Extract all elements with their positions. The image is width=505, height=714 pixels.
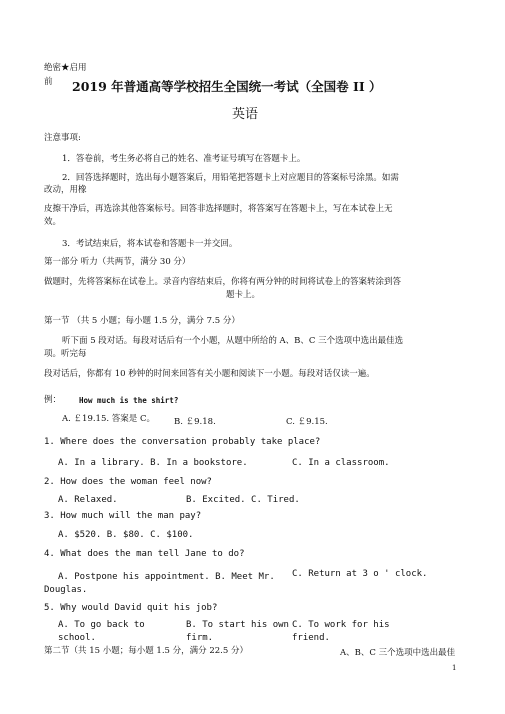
example-question: How much is the shirt? (79, 396, 179, 405)
part1-intro-line1: 做题时，先将答案标在试卷上。录音内容结束后，你将有两分钟的时间将试卷上的答案转涂到答 (44, 277, 402, 287)
question-3-stem: 3. How much will the man pay? (44, 511, 202, 521)
notice-item-2-line2: 改动，用橡 (44, 185, 87, 195)
example-label: 例： (44, 395, 62, 405)
question-2-stem: 2. How does the woman feel now? (44, 477, 212, 487)
question-2-option-a: A. Relaxed. (58, 495, 118, 505)
section1-intro-line1: 听下面 5 段对话。每段对话后有一个小题，从题中所给的 A、B、C 三个选项中选出最佳选 (62, 336, 404, 346)
question-5-option-a-line1: A. To go back to (58, 620, 145, 630)
question-4-options-ab-line1: A. Postpone his appointment. B. Meet Mr. (58, 572, 275, 582)
section1-heading: 第一节 （共 5 小题；每小题 1.5 分，满分 7.5 分） (44, 316, 240, 326)
exam-title: 2019 年普通高等学校招生全国统一考试（全国卷 II ） (72, 79, 382, 94)
question-1-stem: 1. Where does the conversation probably take place? (44, 437, 321, 447)
section1-intro-line2: 项。听完每 (44, 349, 87, 359)
question-4-option-c: C. Return at 3 o ' clock. (292, 569, 428, 579)
section2-heading: 第二节（共 15 小题；每小题 1.5 分，满分 22.5 分） (44, 646, 248, 656)
question-3-options: A. $520. B. $80. C. $100. (58, 530, 194, 540)
example-option-b: B. ￡9.18. (174, 417, 216, 427)
question-5-stem: 5. Why would David quit his job? (44, 603, 218, 613)
question-5-option-b-line1: B. To start his own (186, 620, 289, 630)
subject-title: 英语 (232, 107, 259, 122)
example-option-c: C. ￡9.15. (286, 417, 328, 427)
notice-item-2-line1: 2．回答选择题时，选出每小题答案后，用铅笔把答题卡上对应题目的答案标号涂黑。如需 (62, 173, 399, 183)
secrecy-label: 绝密★启用 (44, 63, 87, 73)
page-number: 1 (452, 664, 457, 672)
notice-item-1: 1．答卷前，考生务必将自己的姓名、准考证号填写在答题卡上。 (62, 154, 306, 164)
notice-item-2-line3: 皮擦干净后，再选涂其他答案标号。回答非选择题时，将答案写在答题卡上，写在本试卷上无 (44, 204, 393, 214)
notice-heading: 注意事项: (44, 133, 81, 143)
question-4-options-ab-line2: Douglas. (44, 585, 88, 595)
question-5-option-b-line2: firm. (186, 633, 214, 643)
part1-heading: 第一部分 听力（共两节，满分 30 分） (44, 257, 191, 267)
section1-intro-line3: 段对话后，你都有 10 秒钟的时间来回答有关小题和阅读下一小题。每段对话仅读一遍。 (44, 369, 375, 379)
question-5-option-a-line2: school. (58, 633, 96, 643)
question-4-stem: 4. What does the man tell Jane to do? (44, 549, 245, 559)
part1-intro-line2: 题卡上。 (226, 290, 261, 300)
secrecy-label-cont: 前 (44, 77, 53, 87)
question-1-option-c: C. In a classroom. (292, 458, 390, 468)
notice-item-3: 3．考试结束后，将本试卷和答题卡一并交回。 (62, 239, 238, 249)
question-5-option-c-line1: C. To work for his (292, 620, 390, 630)
example-option-a: A. ￡19.15. 答案是 C。 (62, 414, 155, 424)
question-1-options-ab: A. In a library. B. In a bookstore. (58, 458, 248, 468)
section2-tail: A、B、C 三个选项中选出最佳 (340, 648, 456, 658)
question-2-options-bc: B. Excited. C. Tired. (186, 495, 300, 505)
question-5-option-c-line2: friend. (292, 633, 330, 643)
notice-item-2-line4: 效。 (44, 217, 62, 227)
